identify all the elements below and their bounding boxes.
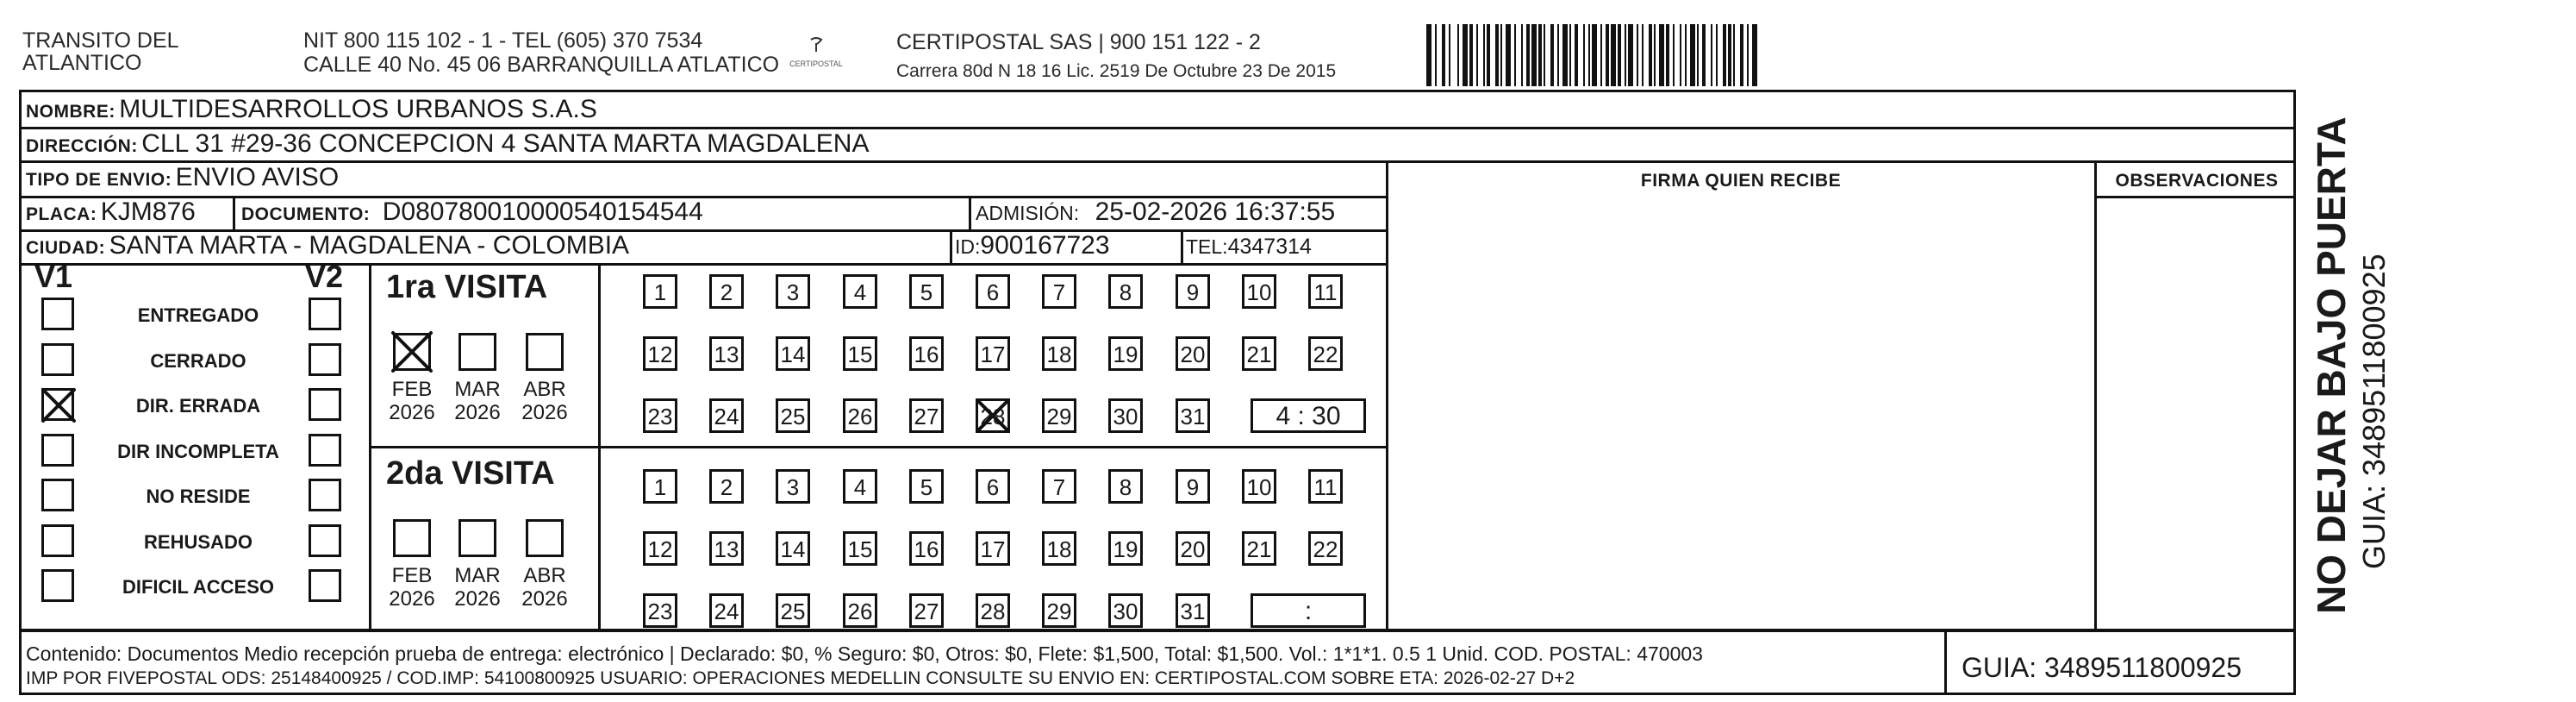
day-box: 18 — [1042, 531, 1076, 566]
day-box: 31 — [1176, 398, 1210, 433]
day-box: 26 — [843, 593, 877, 628]
firma-label: FIRMA QUIEN RECIBE — [1640, 171, 1842, 191]
handwritten-x-mark — [40, 386, 78, 424]
month-name: ABR — [523, 564, 566, 587]
sender-name-line1: TRANSITO DEL — [22, 28, 179, 53]
month-name: FEB — [391, 564, 433, 587]
day-box: 29 — [1042, 398, 1076, 433]
day-box: 23 — [643, 593, 677, 628]
day-box: 6 — [976, 274, 1010, 309]
logo-icon — [799, 36, 833, 55]
day-box: 14 — [776, 531, 810, 566]
day-box: 12 — [643, 336, 677, 371]
v2-checkbox — [309, 434, 341, 467]
month-checkbox — [526, 519, 564, 557]
day-box: 30 — [1108, 398, 1143, 433]
tel-value: 4347314 — [1227, 235, 1312, 259]
v2-checkbox — [309, 388, 341, 421]
day-box: 9 — [1176, 469, 1210, 504]
documento-label: DOCUMENTO: — [241, 204, 371, 224]
month-year: 2026 — [454, 401, 501, 424]
sender-name-line2: ATLANTICO — [22, 51, 142, 75]
footer-impresion: IMP POR FIVEPOSTAL ODS: 25148400925 / COD.IMP: 54100800925 USUARIO: OPERACIONES MEDELLIN CONSULTE SU ENVIO EN: CERTIPOSTAL.COM SOBRE ETA: 2026-02-27 D+2 — [26, 668, 1575, 688]
v1-checkbox — [41, 434, 74, 467]
id-label: ID: — [955, 235, 981, 258]
v1-label: V1 — [34, 259, 73, 294]
day-box: 17 — [976, 336, 1010, 371]
day-box: 19 — [1108, 531, 1143, 566]
v1-checkbox — [41, 298, 74, 330]
month-year: 2026 — [454, 587, 501, 611]
day-box: 3 — [776, 469, 810, 504]
v2-checkbox — [309, 524, 341, 557]
v2-checkbox — [309, 343, 341, 376]
day-box: 16 — [909, 336, 944, 371]
month-name: FEB — [391, 378, 433, 401]
time-box: 4 : 30 — [1251, 398, 1366, 433]
status-option-label: NO RESIDE — [146, 486, 251, 507]
logo-text: CERTIPOSTAL — [789, 60, 843, 68]
day-box: 8 — [1108, 274, 1143, 309]
v1-checkbox — [41, 479, 74, 511]
day-box: 29 — [1042, 593, 1076, 628]
day-box: 1 — [643, 274, 677, 309]
month-checkbox — [393, 519, 431, 557]
day-box: 7 — [1042, 469, 1076, 504]
day-box: 12 — [643, 531, 677, 566]
v1-checkbox — [41, 569, 74, 602]
day-box: 27 — [909, 398, 944, 433]
side-guia: GUIA: 3489511800925 — [2356, 254, 2392, 569]
month-year: 2026 — [521, 587, 568, 611]
ciudad-value: SANTA MARTA - MAGDALENA - COLOMBIA — [109, 231, 630, 260]
day-box: 21 — [1242, 531, 1276, 566]
day-box: 25 — [776, 593, 810, 628]
documento-value: D080780010000540154544 — [382, 197, 703, 226]
day-box: 10 — [1242, 469, 1276, 504]
day-box: 15 — [843, 336, 877, 371]
day-box: 9 — [1176, 274, 1210, 309]
direccion-value: CLL 31 #29-36 CONCEPCION 4 SANTA MARTA MAGDALENA — [141, 129, 870, 158]
placa-label: PLACA: — [26, 204, 97, 224]
day-box: 31 — [1176, 593, 1210, 628]
month-year: 2026 — [521, 401, 568, 424]
day-box: 21 — [1242, 336, 1276, 371]
day-box: 2 — [709, 469, 744, 504]
barcode — [1426, 24, 1759, 86]
admision-label: ADMISIÓN: — [976, 202, 1080, 224]
day-box: 5 — [909, 469, 944, 504]
v2-checkbox — [309, 569, 341, 602]
status-option-label: ENTREGADO — [137, 304, 259, 326]
visit1-title: 1ra VISITA — [386, 269, 548, 305]
day-box: 5 — [909, 274, 944, 309]
handwritten-x-mark — [974, 397, 1012, 435]
id-value: 900167723 — [980, 231, 1110, 260]
day-box: 22 — [1308, 336, 1343, 371]
day-box: 11 — [1308, 469, 1343, 504]
month-year: 2026 — [389, 587, 435, 611]
day-box: 19 — [1108, 336, 1143, 371]
status-option-label: DIR. ERRADA — [135, 395, 261, 417]
v2-checkbox — [309, 479, 341, 511]
month-name: MAR — [454, 378, 501, 401]
day-box: 15 — [843, 531, 877, 566]
side-warning: NO DEJAR BAJO PUERTA — [2309, 116, 2354, 614]
tel-label: TEL: — [1186, 235, 1228, 258]
day-box: 1 — [643, 469, 677, 504]
tipo-envio-label: TIPO DE ENVIO: — [26, 170, 172, 190]
barcode-gap — [1450, 24, 1457, 86]
placa-value: KJM876 — [100, 197, 196, 226]
nombre-value: MULTIDESARROLLOS URBANOS S.A.S — [119, 95, 597, 123]
v2-label: V2 — [305, 259, 344, 294]
nombre-label: NOMBRE: — [26, 102, 115, 122]
day-box: 4 — [843, 469, 877, 504]
status-option-label: DIR INCOMPLETA — [117, 441, 279, 462]
carrier-address: Carrera 80d N 18 16 Lic. 2519 De Octubre 23 De 2015 — [896, 61, 1337, 81]
visit2-title: 2da VISITA — [386, 455, 555, 492]
day-box: 23 — [643, 398, 677, 433]
day-box: 18 — [1042, 336, 1076, 371]
month-name: MAR — [454, 564, 501, 587]
day-box: 13 — [709, 531, 744, 566]
day-box: 26 — [843, 398, 877, 433]
ciudad-label: CIUDAD: — [26, 238, 106, 258]
carrier-name: CERTIPOSTAL SAS | 900 151 122 - 2 — [896, 30, 1261, 54]
day-box: 4 — [843, 274, 877, 309]
day-box: 27 — [909, 593, 944, 628]
direccion-label: DIRECCIÓN: — [26, 136, 138, 156]
day-box: 17 — [976, 531, 1010, 566]
day-box: 16 — [909, 531, 944, 566]
footer-guia: GUIA: 3489511800925 — [1962, 652, 2242, 683]
day-box: 14 — [776, 336, 810, 371]
day-box: 3 — [776, 274, 810, 309]
tipo-envio-value: ENVIO AVISO — [175, 163, 340, 191]
v1-checkbox — [41, 343, 74, 376]
sender-address: CALLE 40 No. 45 06 BARRANQUILLA ATLATICO — [303, 53, 780, 77]
day-box: 20 — [1176, 531, 1210, 566]
month-checkbox — [458, 519, 496, 557]
footer-contenido: Contenido: Documentos Medio recepción prueba de entrega: electrónico | Declarado: $0, % Seguro: $0, Otros: $0, Flete: $1,500, Total: $1,500. Vol.: 1*1*1. 0.5 1 Unid. COD. POSTAL: 470003 — [26, 642, 1703, 665]
admision-value: 25-02-2026 16:37:55 — [1095, 197, 1336, 226]
day-box: 6 — [976, 469, 1010, 504]
day-box: 20 — [1176, 336, 1210, 371]
barcode-gap — [1757, 24, 1759, 86]
day-box: 8 — [1108, 469, 1143, 504]
time-box: : — [1251, 593, 1366, 628]
day-box: 13 — [709, 336, 744, 371]
day-box: 25 — [776, 398, 810, 433]
handwritten-x-mark — [390, 329, 434, 374]
day-box: 10 — [1242, 274, 1276, 309]
day-box: 22 — [1308, 531, 1343, 566]
day-box: 24 — [709, 593, 744, 628]
day-box: 11 — [1308, 274, 1343, 309]
day-box: 28 — [976, 398, 1010, 433]
v1-checkbox — [41, 524, 74, 557]
status-option-label: REHUSADO — [144, 531, 253, 553]
certipostal-logo — [786, 36, 846, 68]
v2-checkbox — [309, 298, 341, 330]
month-checkbox — [458, 333, 496, 371]
day-box: 24 — [709, 398, 744, 433]
day-box: 30 — [1108, 593, 1143, 628]
month-year: 2026 — [389, 401, 435, 424]
status-option-label: DIFICIL ACCESO — [122, 576, 274, 598]
month-checkbox — [526, 333, 564, 371]
day-box: 28 — [976, 593, 1010, 628]
sender-nit: NIT 800 115 102 - 1 - TEL (605) 370 7534 — [303, 28, 703, 53]
day-box: 2 — [709, 274, 744, 309]
status-option-label: CERRADO — [150, 350, 246, 372]
observaciones-label: OBSERVACIONES — [2115, 171, 2279, 191]
day-box: 7 — [1042, 274, 1076, 309]
month-name: ABR — [523, 378, 566, 401]
